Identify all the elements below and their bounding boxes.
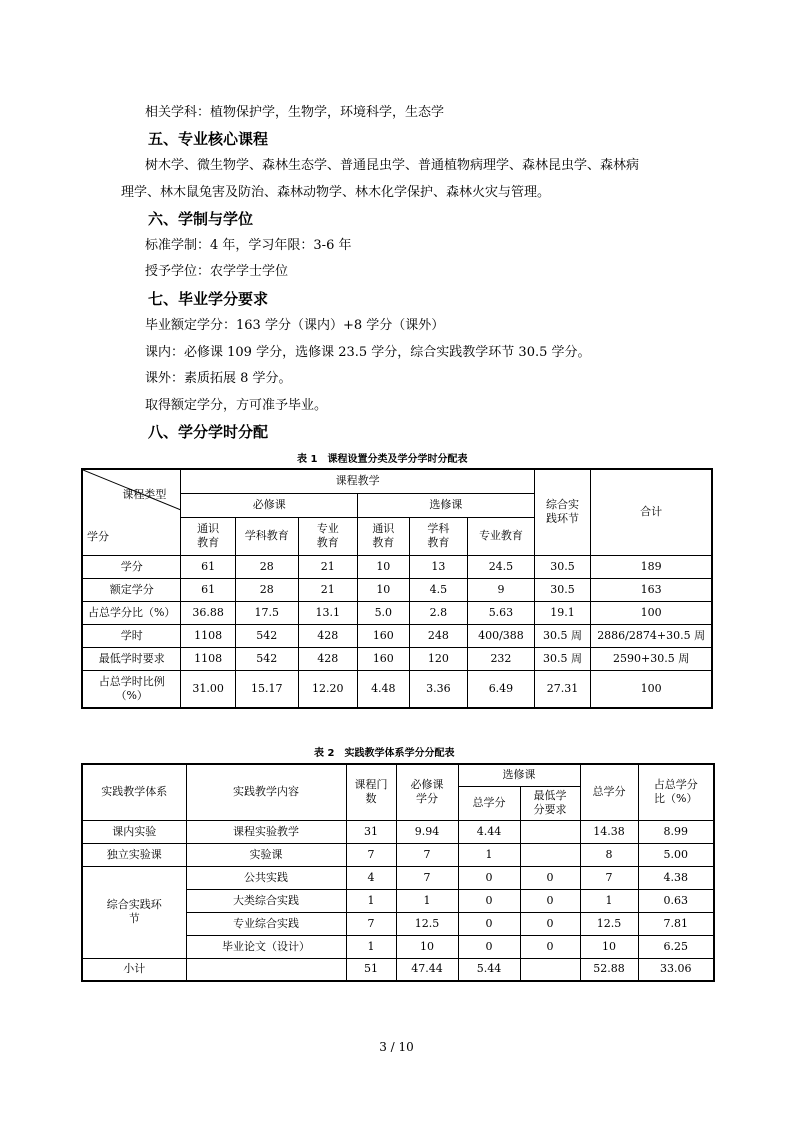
- table-cell: 160: [358, 624, 409, 647]
- table-cell: 28: [235, 555, 298, 578]
- table2-content-header: 实践教学内容: [186, 764, 346, 820]
- table-cell: 4: [346, 866, 396, 889]
- table-cell: 7: [580, 866, 638, 889]
- table-cell: 30.5: [534, 578, 591, 601]
- heading-duration-degree: 六、学制与学位: [148, 210, 254, 228]
- table-cell: 0: [520, 912, 580, 935]
- table-cell: 0: [520, 889, 580, 912]
- table-cell: 7: [346, 843, 396, 866]
- table2: [81, 763, 715, 982]
- table1-practice-header: 综合实践环节: [534, 469, 591, 555]
- table-cell: 1: [346, 889, 396, 912]
- table1-sub-header: 通识教育: [358, 517, 409, 555]
- table-cell: 100: [591, 670, 712, 708]
- table-cell: 7.81: [638, 912, 714, 935]
- table-cell: 120: [409, 647, 468, 670]
- table-cell: 47.44: [396, 958, 458, 981]
- table-cell: 21: [298, 578, 358, 601]
- credits-inner-text: 课内：必修课 109 学分，选修课 23.5 学分，综合实践教学环节 30.5 学分。: [145, 345, 591, 360]
- table1-required-header: 必修课: [181, 493, 358, 517]
- table-cell: 1108: [181, 624, 236, 647]
- table-cell: 248: [409, 624, 468, 647]
- table-cell: 30.5 周: [534, 624, 591, 647]
- table-cell: 4.44: [458, 820, 520, 843]
- table2-total-header: 总学分: [580, 764, 638, 820]
- table-row: [82, 820, 714, 843]
- table2-content-cell: 大类综合实践: [186, 889, 346, 912]
- table-cell: 400/388: [468, 624, 535, 647]
- table-cell: 13.1: [298, 601, 358, 624]
- table1-sub-header: 专业教育: [468, 517, 535, 555]
- table-cell: 6.25: [638, 935, 714, 958]
- table-cell: 14.38: [580, 820, 638, 843]
- table2-system-cell: 课内实验: [82, 820, 186, 843]
- table-cell: 7: [396, 866, 458, 889]
- table1-course-teaching-header: 课程教学: [181, 469, 534, 493]
- table1-row-label: 额定学分: [82, 578, 181, 601]
- table-cell: 27.31: [534, 670, 591, 708]
- table-cell: 10: [358, 555, 409, 578]
- table-cell: 8: [580, 843, 638, 866]
- table-row: [82, 958, 714, 981]
- table-cell: 0: [458, 935, 520, 958]
- table-cell: 189: [591, 555, 712, 578]
- table-cell: 10: [580, 935, 638, 958]
- table-cell: 61: [181, 578, 236, 601]
- table-cell: 10: [358, 578, 409, 601]
- table-row: [82, 578, 712, 601]
- core-courses-line-1: 树木学、微生物学、森林生态学、普通昆虫学、普通植物病理学、森林昆虫学、森林病: [145, 158, 640, 173]
- table2-elective-min-header: 最低学分要求: [520, 786, 580, 820]
- table-cell: [520, 843, 580, 866]
- table-cell: 13: [409, 555, 468, 578]
- table-cell: 31: [346, 820, 396, 843]
- table-cell: 31.00: [181, 670, 236, 708]
- table-cell: 24.5: [468, 555, 535, 578]
- table-cell: 0.63: [638, 889, 714, 912]
- table-cell: 9.94: [396, 820, 458, 843]
- table1-sub-header: 专业教育: [298, 517, 358, 555]
- table-cell: [520, 958, 580, 981]
- table1-elective-header: 选修课: [358, 493, 535, 517]
- heading-graduation-credits: 七、毕业学分要求: [148, 290, 269, 308]
- table1-sub-header: 学科教育: [409, 517, 468, 555]
- table2-elective-total-header: 总学分: [458, 786, 520, 820]
- table2-required-header: 必修课学分: [396, 764, 458, 820]
- table-cell: 12.5: [396, 912, 458, 935]
- table1-row-label: 占总学分比（%）: [82, 601, 181, 624]
- table1-corner-bottom: 学分: [87, 530, 109, 543]
- table-cell: 2886/2874+30.5 周: [591, 624, 712, 647]
- related-disciplines: 相关学科：植物保护学，生物学，环境科学，生态学: [145, 105, 445, 120]
- table-row: [82, 601, 712, 624]
- degree-text: 授予学位：农学学士学位: [145, 264, 289, 279]
- table-cell: 0: [520, 866, 580, 889]
- table-cell: 1: [346, 935, 396, 958]
- table2-system-cell: 独立实验课: [82, 843, 186, 866]
- table-cell: 0: [458, 889, 520, 912]
- table2-elective-header: 选修课: [458, 764, 580, 786]
- table-row: [82, 843, 714, 866]
- table-cell: 4.48: [358, 670, 409, 708]
- table1-total-header: 合计: [591, 469, 712, 555]
- table-cell: 30.5: [534, 555, 591, 578]
- table-cell: 4.38: [638, 866, 714, 889]
- table2-caption: 表 2 实践教学体系学分分配表: [314, 748, 455, 759]
- table-cell: 428: [298, 624, 358, 647]
- table-cell: 17.5: [235, 601, 298, 624]
- core-courses-line-2: 理学、林木鼠兔害及防治、森林动物学、林木化学保护、森林火灾与管理。: [121, 185, 551, 200]
- table-cell: 52.88: [580, 958, 638, 981]
- table-cell: 8.99: [638, 820, 714, 843]
- page-number: 3 / 10: [379, 1040, 414, 1054]
- table1-sub-header: 学科教育: [235, 517, 298, 555]
- table1-corner-cell: [82, 469, 181, 555]
- duration-text: 标准学制：4 年，学习年限：3-6 年: [145, 238, 352, 253]
- table1-row-label: 学时: [82, 624, 181, 647]
- table2-content-cell: 毕业论文（设计）: [186, 935, 346, 958]
- table2-system-cell: 小计: [82, 958, 186, 981]
- table-cell: 1: [396, 889, 458, 912]
- table-cell: 5.63: [468, 601, 535, 624]
- table-cell: 15.17: [235, 670, 298, 708]
- table-cell: 2.8: [409, 601, 468, 624]
- table-cell: 0: [458, 912, 520, 935]
- table1-row-label: 最低学时要求: [82, 647, 181, 670]
- table-cell: 10: [396, 935, 458, 958]
- table-cell: 30.5 周: [534, 647, 591, 670]
- heading-core-courses: 五、专业核心课程: [148, 130, 269, 148]
- table-cell: [520, 820, 580, 843]
- table-cell: 51: [346, 958, 396, 981]
- table2-ratio-header: 占总学分比（%）: [638, 764, 714, 820]
- table-cell: 7: [396, 843, 458, 866]
- table2-system-header: 实践教学体系: [82, 764, 186, 820]
- table2-content-cell: 实验课: [186, 843, 346, 866]
- table-cell: 542: [235, 647, 298, 670]
- table2-system-cell: 综合实践环节: [82, 866, 186, 958]
- table-cell: 61: [181, 555, 236, 578]
- table-cell: 36.88: [181, 601, 236, 624]
- table-row: [82, 647, 712, 670]
- table1-row-label: 学分: [82, 555, 181, 578]
- credits-outer-text: 课外：素质拓展 8 学分。: [145, 371, 292, 386]
- table-cell: 5.0: [358, 601, 409, 624]
- table-cell: 28: [235, 578, 298, 601]
- table-row: [82, 670, 712, 708]
- table-row: [82, 866, 714, 889]
- table2-content-cell: 课程实验教学: [186, 820, 346, 843]
- table-cell: 0: [458, 866, 520, 889]
- heading-credit-hours: 八、学分学时分配: [148, 423, 269, 441]
- table-cell: 232: [468, 647, 535, 670]
- table2-content-cell: 专业综合实践: [186, 912, 346, 935]
- table-cell: 9: [468, 578, 535, 601]
- graduation-condition-text: 取得额定学分，方可准予毕业。: [145, 398, 328, 413]
- credits-total-text: 毕业额定学分：163 学分（课内）+8 学分（课外）: [145, 318, 445, 333]
- table-cell: 3.36: [409, 670, 468, 708]
- table-cell: 1: [580, 889, 638, 912]
- table-row: [82, 624, 712, 647]
- table2-count-header: 课程门数: [346, 764, 396, 820]
- table-cell: 428: [298, 647, 358, 670]
- table-cell: 12.5: [580, 912, 638, 935]
- table-cell: 160: [358, 647, 409, 670]
- table-cell: 5.00: [638, 843, 714, 866]
- table-cell: 6.49: [468, 670, 535, 708]
- table-cell: 2590+30.5 周: [591, 647, 712, 670]
- table-cell: 163: [591, 578, 712, 601]
- table1-sub-header: 通识教育: [181, 517, 236, 555]
- table-cell: 12.20: [298, 670, 358, 708]
- table2-content-cell: 公共实践: [186, 866, 346, 889]
- table-cell: 0: [520, 935, 580, 958]
- table-row: [82, 555, 712, 578]
- table-cell: 1108: [181, 647, 236, 670]
- table1: [81, 468, 713, 709]
- table1-corner-top: 课程类型: [122, 488, 167, 501]
- table-cell: 21: [298, 555, 358, 578]
- table-cell: 7: [346, 912, 396, 935]
- table-cell: 100: [591, 601, 712, 624]
- table1-row-label: 占总学时比例（%）: [82, 670, 181, 708]
- table-cell: 33.06: [638, 958, 714, 981]
- table2-content-cell: [186, 958, 346, 981]
- table-cell: 19.1: [534, 601, 591, 624]
- table-cell: 5.44: [458, 958, 520, 981]
- table-cell: 1: [458, 843, 520, 866]
- table-cell: 542: [235, 624, 298, 647]
- table1-caption: 表 1 课程设置分类及学分学时分配表: [297, 454, 468, 465]
- table-cell: 4.5: [409, 578, 468, 601]
